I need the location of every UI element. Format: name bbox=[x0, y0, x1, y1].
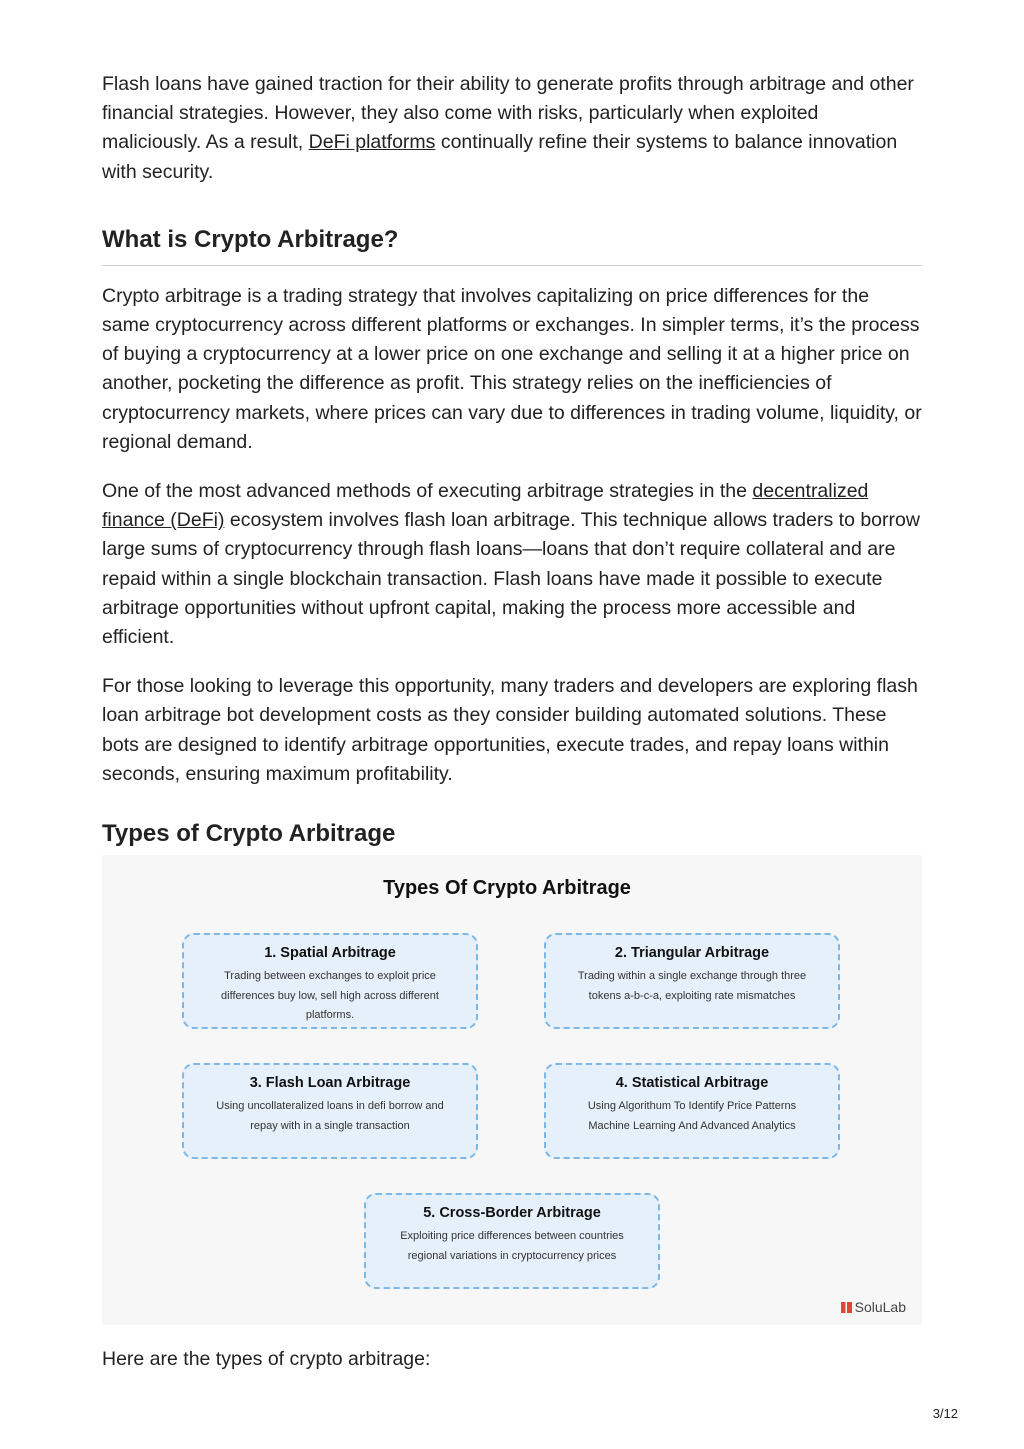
decentralized-finance-link[interactable]: decentralized finance (DeFi) bbox=[102, 480, 869, 532]
box-title: 5. Cross-Border Arbitrage bbox=[423, 1205, 601, 1221]
closing-section bbox=[102, 1345, 922, 1394]
types-intro-paragraph: Here are the types of crypto arbitrage: bbox=[102, 1348, 431, 1370]
box-title: 2. Triangular Arbitrage bbox=[614, 945, 770, 961]
section-what-is bbox=[102, 225, 922, 266]
box-description: Trading within a single exchange through three tokens a-b-c-a, exploiting rate mismatches bbox=[577, 970, 807, 1002]
types-infographic bbox=[102, 855, 922, 1325]
bot-development-paragraph: For those looking to leverage this opportunity, many traders and developers are exploring flash loan arbitrage bot development costs as they consider building automated solutions. These bots are designed to identify arbitrage opportunities, execute trades, and repay loans within seconds, ensuring maximum profitability. bbox=[102, 675, 918, 785]
section-types bbox=[102, 819, 922, 860]
box-description: Using uncollateralized loans in defi borrow and repay with in a single transaction bbox=[216, 1100, 444, 1132]
page-number: 3/12 bbox=[932, 1406, 958, 1421]
flash-loan-text-end: ecosystem involves flash loan arbitrage. This technique allows traders to borrow large sums of cryptocurrency through flash loans—loans that don’t require collateral and are repaid within a single blockchain transaction. Flash loans have made it possible to execute arbitrage opportunities without upfront capital, making the process more accessible and efficient. bbox=[102, 509, 920, 649]
box-triangular-arbitrage bbox=[544, 933, 840, 1029]
intro-text-start: Flash loans have gained traction for their ability to generate profits through arbitrage and other financial strategies. However, they also come with risks, particularly when exploited maliciously. As a result, bbox=[102, 73, 914, 154]
article-body bbox=[102, 70, 922, 876]
box-cross-border-arbitrage bbox=[364, 1193, 660, 1289]
box-title: 4. Statistical Arbitrage bbox=[615, 1075, 769, 1091]
box-spatial-arbitrage bbox=[182, 933, 478, 1029]
solulab-logo bbox=[841, 1299, 906, 1315]
box-statistical-arbitrage bbox=[544, 1063, 840, 1159]
flash-loan-paragraph bbox=[102, 477, 922, 652]
solulab-logo-icon bbox=[841, 1302, 852, 1313]
box-description: Using Algorithum To Identify Price Patterns Machine Learning And Advanced Analytics bbox=[587, 1100, 797, 1132]
heading-what-is-crypto-arbitrage: What is Crypto Arbitrage? bbox=[102, 225, 922, 266]
box-description: Exploiting price differences between countries regional variations in cryptocurrency prices bbox=[400, 1230, 624, 1262]
box-flash-loan-arbitrage bbox=[182, 1063, 478, 1159]
intro-text-end: continually refine their systems to balance innovation with security. bbox=[102, 131, 898, 183]
flash-loan-text-start: One of the most advanced methods of executing arbitrage strategies in the bbox=[102, 480, 753, 503]
infographic-title: Types Of Crypto Arbitrage bbox=[383, 877, 631, 899]
box-title: 1. Spatial Arbitrage bbox=[264, 945, 396, 961]
box-title: 3. Flash Loan Arbitrage bbox=[249, 1075, 411, 1091]
intro-paragraph bbox=[102, 70, 922, 187]
brand-name: SoluLab bbox=[854, 1299, 906, 1315]
heading-types-of-crypto-arbitrage: Types of Crypto Arbitrage bbox=[102, 819, 922, 860]
box-description: Trading between exchanges to exploit price differences buy low, sell high across different platforms. bbox=[221, 970, 439, 1021]
arbitrage-definition-paragraph: Crypto arbitrage is a trading strategy that involves capitalizing on price differences for the same cryptocurrency across different platforms or exchanges. In simpler terms, it’s the process of buying a cryptocurrency at a lower price on one exchange and selling it at a higher price on another, pocketing the difference as profit. This strategy relies on the inefficiencies of cryptocurrency markets, where prices can vary due to differences in trading volume, liquidity, or regional demand. bbox=[102, 284, 922, 453]
defi-platforms-link[interactable]: DeFi platforms bbox=[308, 131, 436, 154]
